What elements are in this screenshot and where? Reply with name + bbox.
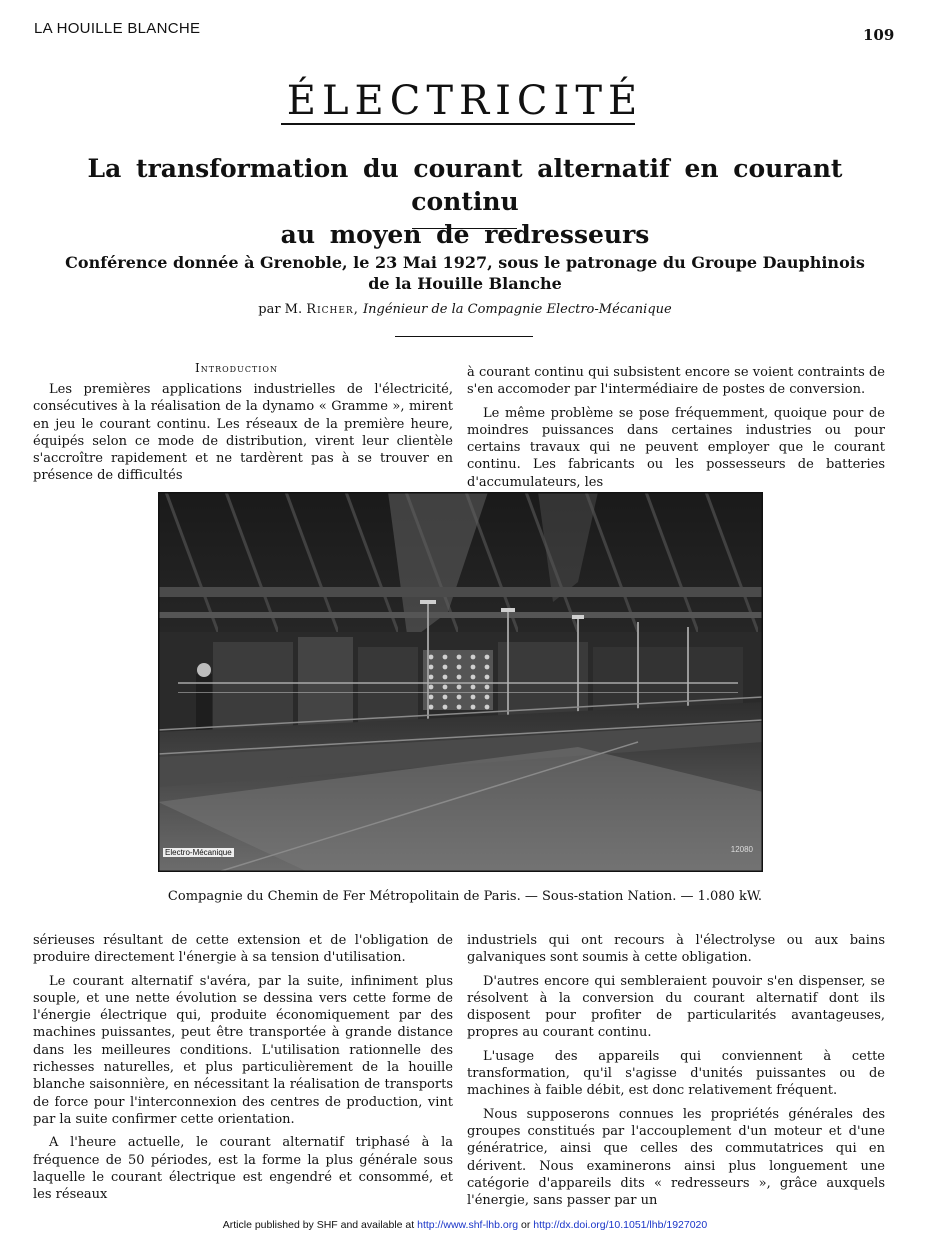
column-top-right xyxy=(467,364,885,491)
section-heading: ÉLECTRICITÉ xyxy=(286,78,644,124)
subtitle-line-1: Conférence donnée à Grenoble, le 23 Mai 1927, sous le patronage du Groupe Dauphinois xyxy=(65,253,865,272)
footer-text: Article published by SHF and available at xyxy=(222,1219,415,1231)
footer-connector: or xyxy=(521,1219,531,1231)
figure-caption: Compagnie du Chemin de Fer Métropolitain de Paris. — Sous-station Nation. — 1.080 kW. xyxy=(167,889,763,904)
photo-number: 12080 xyxy=(730,845,753,854)
paragraph: Le courant alternatif s'avéra, par la suite, infiniment plus souple, et une nette évolution se dessina vers cette forme de l'énergie électrique qui, produite économiquement par des machines puissantes, peut être transportée à grande distance dans les meilleures conditions. L'utilisation rationnelle des richesses naturelles, et plus particulièrement de la houille blanche saisonnière, en nécessitant la réalisation de transports de force pour l'interconnexion des centres de production, vint par la suite confirmer cette orientation. xyxy=(33,973,453,1127)
article-title xyxy=(40,152,890,251)
intro-heading: Introduction xyxy=(195,361,278,375)
column-bottom-left xyxy=(33,932,453,1203)
footer-link-doi[interactable]: http://dx.doi.org/10.1051/lhb/1927020 xyxy=(533,1219,708,1231)
byline xyxy=(0,302,930,317)
paragraph: sérieuses résultant de cette extension et de l'obligation de produire directement l'énergie à sa tension d'utilisation. xyxy=(33,933,453,966)
column-bottom-right xyxy=(467,932,885,1209)
paragraph: Les premières applications industrielles de l'électricité, consécutives à la réalisation de la dynamo « Gramme », mirent en jeu le courant continu. Les réseaux de la première heure, équipés selon ce mode de distribution, virent leur clientèle s'accroître rapidement et ne tardèrent pas à se trouver en présence de difficultés xyxy=(33,382,453,484)
title-rule xyxy=(412,228,517,229)
photo-credit: Electro-Mécanique xyxy=(165,848,232,857)
subtitle-line-2: de la Houille Blanche xyxy=(368,274,562,293)
author-name: Richer, xyxy=(306,302,359,317)
paragraph: D'autres encore qui sembleraient pouvoir s'en dispenser, se résolvent à la conversion du courant alternatif dont ils disposent pour profiter de particularités avantageuses, propres au courant continu. xyxy=(467,973,885,1041)
article-subtitle xyxy=(40,252,890,294)
paragraph: Le même problème se pose fréquemment, quoique pour de moindres puissances dans certaines industries ou pour certains travaux qui ne peuvent employer que le courant continu. Les fabricants ou les possesseurs de batteries d'accumulateurs, les xyxy=(467,405,885,490)
article-title-line-2: au moyen de redresseurs xyxy=(280,220,650,249)
running-head: LA HOUILLE BLANCHE xyxy=(34,20,201,37)
paragraph: industriels qui ont recours à l'électrolyse ou aux bains galvaniques sont soumis à cette obligation. xyxy=(467,933,885,966)
paragraph: Nous supposerons connues les propriétés générales des groupes constitués par l'accouplement d'un moteur et d'une génératrice, ainsi que celles des commutatrices qui en dérivent. Nous examinerons ainsi plus longuement une catégorie d'appareils dits « redresseurs », grâce auxquels l'énergie, sans passer par un xyxy=(467,1106,885,1209)
byline-par: par M. xyxy=(258,302,303,317)
paragraph: A l'heure actuelle, le courant alternatif triphasé à la fréquence de 50 périodes, est la forme la plus générale sous laquelle le courant électrique est engendré et consommé, et les réseaux xyxy=(33,1135,453,1203)
paragraph: L'usage des appareils qui conviennent à cette transformation, qu'il s'agisse d'unités puissantes ou de machines à faible débit, est donc relativement fréquent. xyxy=(467,1048,885,1099)
paragraph: à courant continu qui subsistent encore se voient contraints de s'en accomoder par l'intermédiaire de postes de conversion. xyxy=(467,365,885,398)
substation-photo xyxy=(158,492,763,872)
footer xyxy=(0,1219,930,1231)
column-top-left xyxy=(33,381,453,485)
byline-rule xyxy=(395,336,533,337)
footer-link-site[interactable]: http://www.shf-lhb.org xyxy=(417,1219,519,1231)
page-number: 109 xyxy=(863,26,895,44)
section-rule xyxy=(281,123,635,125)
author-affiliation: Ingénieur de la Compagnie Electro-Mécanique xyxy=(362,302,672,317)
article-title-line-1: La transformation du courant alternatif en courant continu xyxy=(87,154,843,216)
